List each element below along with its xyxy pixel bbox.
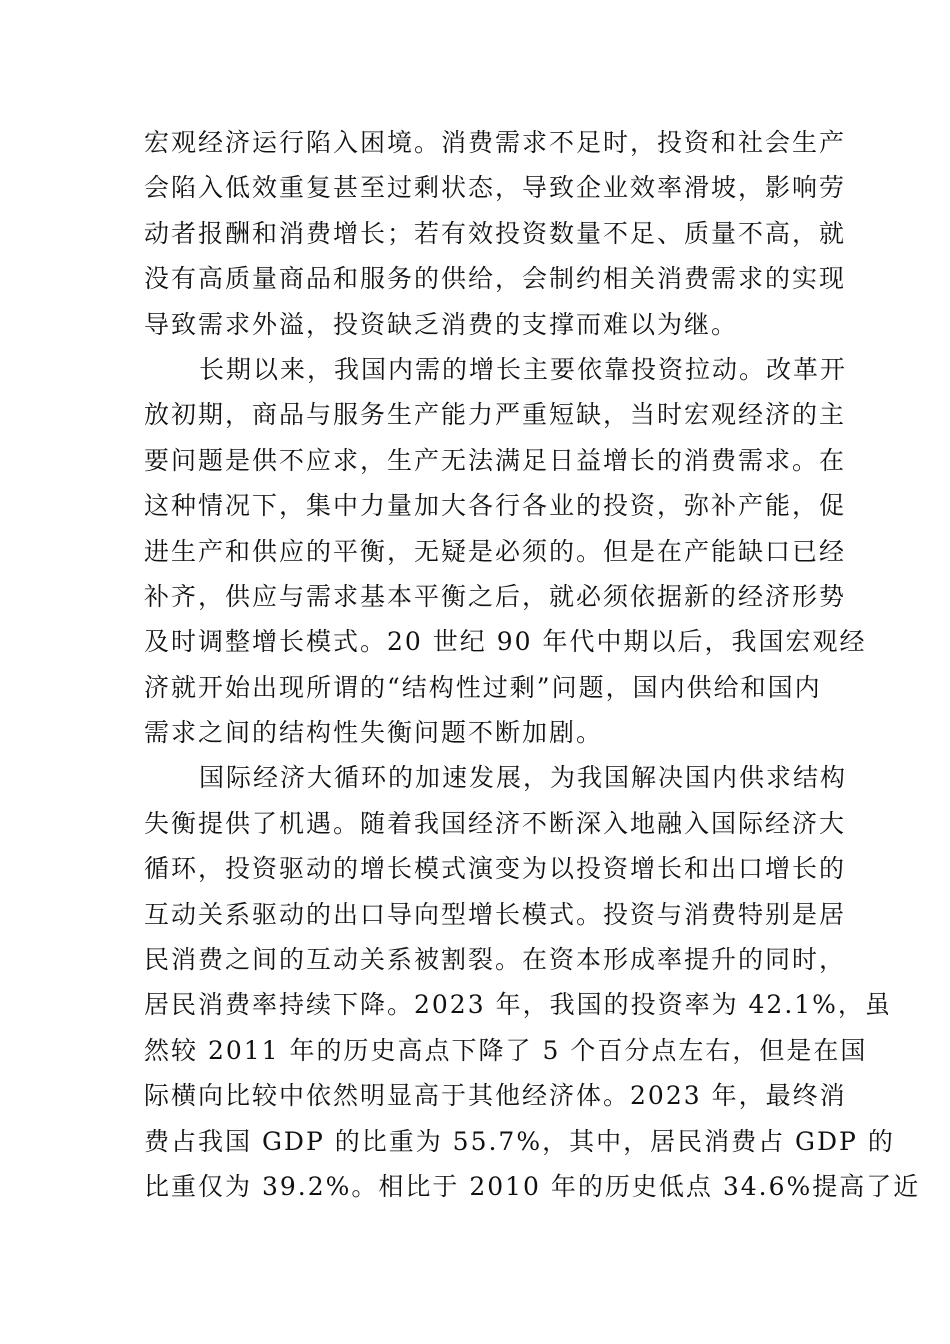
text-line: 导致需求外溢，投资缺乏消费的支撑而难以为继。 xyxy=(144,309,739,339)
text-line: 济就开始出现所谓的“结构性过剩”问题，国内供给和国内 xyxy=(144,672,822,702)
text-line: 没有高质量商品和服务的供给，会制约相关消费需求的实现 xyxy=(144,264,847,294)
text-line: 际横向比较中依然明显高于其他经济体。2023 年，最终消 xyxy=(144,1081,847,1111)
text-line: 居民消费率持续下降。2023 年，我国的投资率为 42.1%，虽 xyxy=(144,990,892,1020)
body-text xyxy=(144,120,921,1209)
text-line: 这种情况下，集中力量加大各行各业的投资，弥补产能，促 xyxy=(144,491,847,521)
text-line: 循环，投资驱动的增长模式演变为以投资增长和出口增长的 xyxy=(144,854,847,884)
text-line: 放初期，商品与服务生产能力严重短缺，当时宏观经济的主 xyxy=(144,400,847,430)
text-line: 宏观经济运行陷入困境。消费需求不足时，投资和社会生产 xyxy=(144,128,847,157)
paragraph-first-line: 长期以来，我国内需的增长主要依靠投资拉动。改革开 xyxy=(199,354,848,384)
text-line: 失衡提供了机遇。随着我国经济不断深入地融入国际经济大 xyxy=(144,808,847,838)
text-line: 动者报酬和消费增长；若有效投资数量不足、质量不高，就 xyxy=(144,218,847,248)
text-line: 及时调整增长模式。20 世纪 90 年代中期以后，我国宏观经 xyxy=(144,627,867,657)
text-line: 费占我国 GDP 的比重为 55.7%，其中，居民消费占 GDP 的 xyxy=(144,1126,895,1156)
text-line: 然较 2011 年的历史高点下降了 5 个百分点左右，但是在国 xyxy=(144,1035,868,1065)
text-line: 比重仅为 39.2%。相比于 2010 年的历史低点 34.6%提高了近 xyxy=(144,1171,921,1201)
text-line: 会陷入低效重复甚至过剩状态，导致企业效率滑坡，影响劳 xyxy=(144,173,847,203)
text-line: 要问题是供不应求，生产无法满足日益增长的消费需求。在 xyxy=(144,445,847,475)
text-line: 民消费之间的互动关系被割裂。在资本形成率提升的同时， xyxy=(144,945,847,975)
text-line: 互动关系驱动的出口导向型增长模式。投资与消费特别是居 xyxy=(144,899,847,929)
paragraph-first-line: 国际经济大循环的加速发展，为我国解决国内供求结构 xyxy=(199,763,848,793)
text-line: 需求之间的结构性失衡问题不断加剧。 xyxy=(144,718,604,748)
text-line: 补齐，供应与需求基本平衡之后，就必须依据新的经济形势 xyxy=(144,581,847,611)
text-line: 进生产和供应的平衡，无疑是必须的。但是在产能缺口已经 xyxy=(144,536,847,566)
